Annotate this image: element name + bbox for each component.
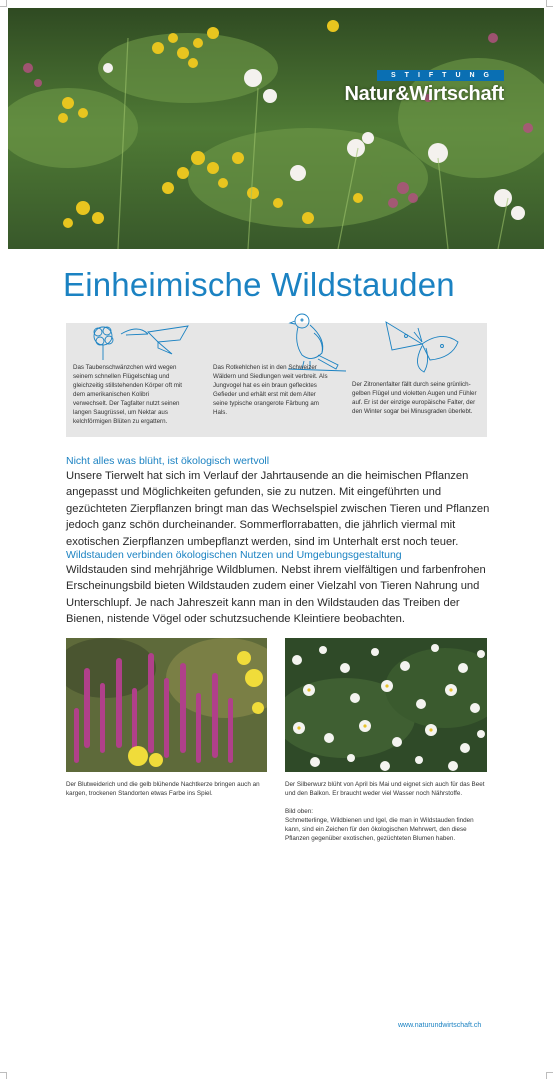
- animal-description: Das Rotkehlchen ist in den Schweizer Wäldern und Siedlungen weit verbreit. Als Jungvogel hat es ein braun geflecktes Gefieder und erhält erst mit dem Alter seine typische orangerote Färbung am Hals.: [213, 364, 328, 416]
- caption-text: Der Blutweiderich und die gelb blühende Nachtkerze bringen auch an kargen, trockenen Standorten etwas Farbe ins Spiel.: [66, 781, 260, 798]
- loosestrife-photo: [66, 638, 267, 772]
- brand-logo: [345, 64, 504, 106]
- section-body: Wildstauden sind mehrjährige Wildblumen. Nebst ihrem vielfältigen und farbenfrohen Erscheinungsbild bieten Wildstauden zudem einer Vielzahl von Tieren Nahrung und Unterschlupf. Je nach Jahreszeit kann man in den Wildstauden das Treiben der Bienen, nistende Vögel oder schutzsuchende Kleintiere beobachten.: [66, 564, 486, 626]
- brand-stiftung: STIFTUNG: [377, 70, 504, 81]
- hero-photo: [8, 8, 544, 249]
- animal-description: Der Zitronenfalter fällt durch seine grünlich-gelben Flügel und violetten Augen und Fühler auf. Er ist der einzige europäische Falter, der den Winter sogar bei Minusgraden überlebt.: [352, 381, 477, 415]
- brand-name: Natur&Wirtschaft: [344, 83, 504, 105]
- crop-mark: [546, 1072, 553, 1073]
- hawk-moth-text: [73, 363, 185, 426]
- crop-mark: [546, 0, 547, 7]
- section-ecological-value: [66, 455, 496, 550]
- animal-illustration-box: [66, 323, 487, 437]
- robin-text: [213, 363, 331, 417]
- mountain-avens-caption: [285, 780, 485, 844]
- crop-mark: [6, 1072, 7, 1079]
- butterfly-text: [352, 380, 480, 416]
- brimstone-butterfly-icon: [382, 320, 466, 374]
- crop-mark: [546, 1072, 547, 1079]
- section-wildstauden: [66, 549, 496, 628]
- section-heading: Nicht alles was blüht, ist ökologisch wertvoll: [66, 455, 270, 467]
- mountain-avens-photo: [285, 638, 487, 772]
- loosestrife-caption: [66, 780, 266, 807]
- photo-note-title: Bild oben:: [285, 807, 314, 815]
- photo-note-body: Schmetterlinge, Wildbienen und Igel, die man in Wildstauden finden kann, sind ein Zeichen für den ökologischen Mehrwert, den diese Pflanzen gegenüber exotischen, gezüchteten Blumen haben.: [285, 816, 474, 843]
- section-heading: Wildstauden verbinden ökologischen Nutzen und Umgebungsgestaltung: [66, 549, 402, 561]
- animal-description: Das Taubenschwänzchen wird wegen seinem schnellen Flügelschlag und gleichzeitig stillstehenden Körper oft mit dem amerikanischen Kolibri verwechselt. Der Tagfalter nutzt seinen langen Saugrüssel, um Nektar aus kelchförmigen Blüten zu ergattern.: [73, 364, 183, 425]
- section-body: Unsere Tierwelt hat sich im Verlauf der Jahrtausende an die heimischen Pflanzen angepasst und Möglichkeiten gefunden, sie zu nutzen. Mit eingeführten und gezüchteten Zierpflanzen bringt man das Wechselspiel zwischen Tieren und Pflanzen jedoch ganz schön durcheinander. Sommerflorrabatten, die jährlich viermal mit exotischen Zierpflanzen umbepflanzt werden, sind im Unterhalt erst noch teuer.: [66, 470, 490, 548]
- caption-text: Der Silberwurz blüht von April bis Mai und eignet sich auch für das Beet und den Balkon. Er braucht weder viel Wasser noch Nährstoffe.: [285, 781, 485, 798]
- page-title: Einheimische Wildstauden: [63, 266, 455, 303]
- hummingbird-hawk-moth-icon: [88, 320, 198, 362]
- website-link[interactable]: www.naturundwirtschaft.ch: [398, 1022, 482, 1029]
- crop-mark: [6, 0, 7, 7]
- crop-mark: [546, 6, 553, 7]
